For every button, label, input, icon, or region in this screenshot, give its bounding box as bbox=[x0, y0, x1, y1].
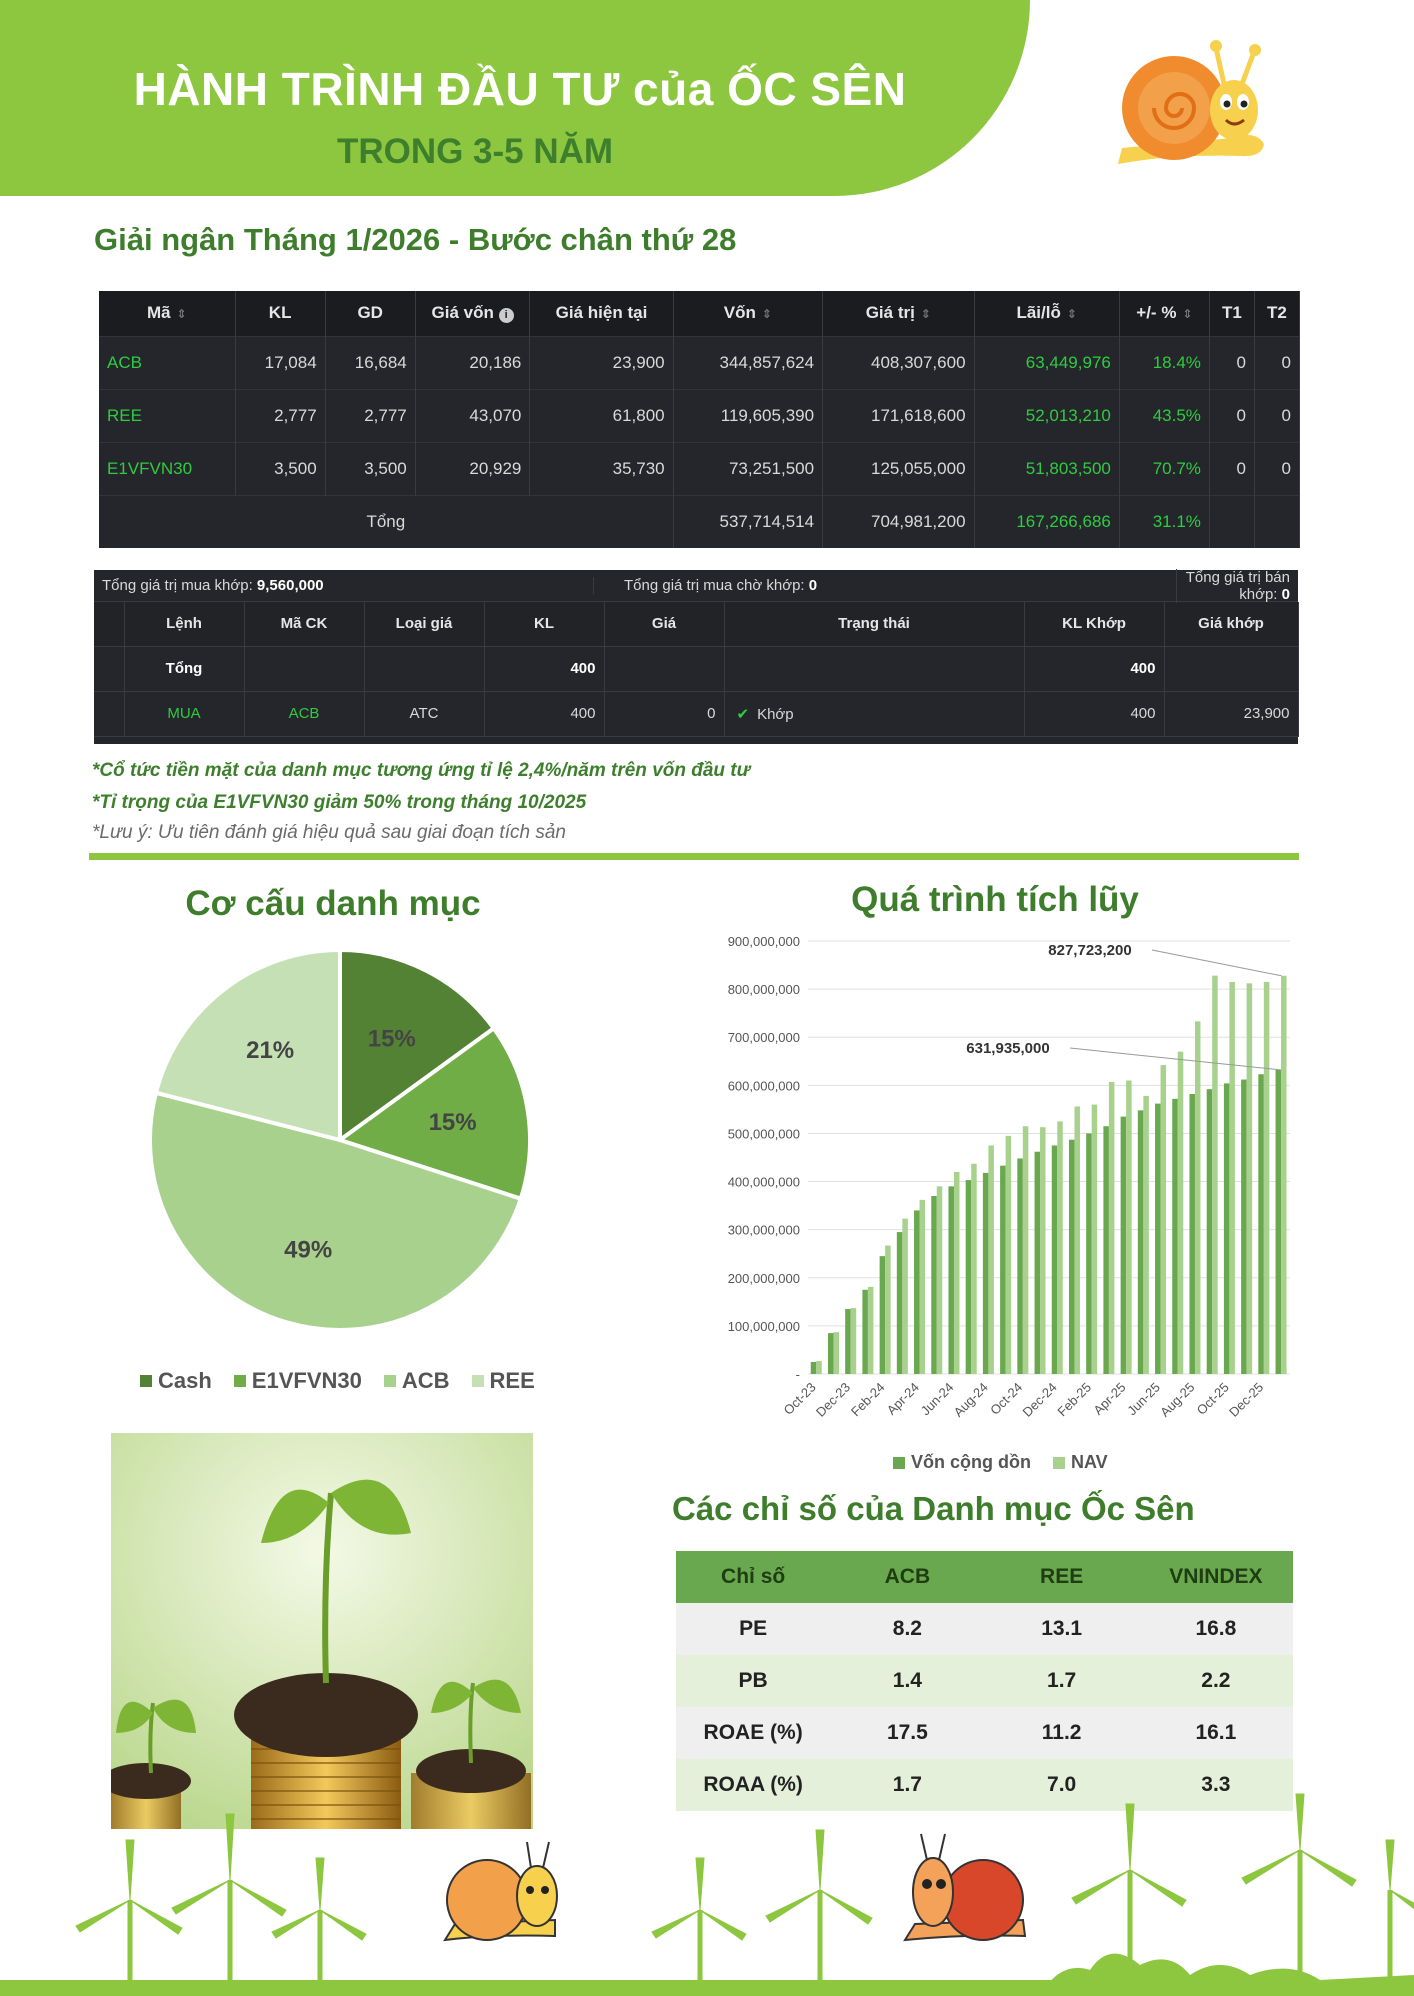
table-row[interactable] bbox=[99, 336, 1300, 389]
bar-von-cong-don bbox=[811, 1362, 817, 1374]
sell-matched-summary bbox=[1176, 569, 1298, 603]
pie-slice-label: 15% bbox=[367, 1025, 416, 1053]
pie-slice-label: 15% bbox=[428, 1109, 477, 1137]
order-table bbox=[94, 602, 1299, 737]
symbol-cell[interactable]: ACB bbox=[99, 336, 235, 389]
lai-lo-cell: 51,803,500 bbox=[974, 442, 1119, 495]
x-tick-label: Dec-24 bbox=[1019, 1379, 1060, 1420]
bar-von-cong-don bbox=[1207, 1089, 1213, 1374]
y-tick-label: 400,000,000 bbox=[727, 1174, 800, 1190]
bar-nav bbox=[1281, 976, 1287, 1374]
col-header-loai-gia: Loại giá bbox=[364, 602, 484, 646]
metric-vnindex: 16.8 bbox=[1139, 1603, 1293, 1655]
bar-nav bbox=[988, 1145, 994, 1374]
bar-nav bbox=[1161, 1065, 1167, 1374]
legend-label: NAV bbox=[1070, 1452, 1108, 1472]
x-tick-label: Oct-25 bbox=[1193, 1379, 1232, 1418]
y-tick-label: 600,000,000 bbox=[727, 1078, 800, 1094]
order-symbol[interactable]: ACB bbox=[244, 691, 364, 736]
snail-mascot-icon bbox=[905, 1834, 1025, 1940]
gia-von-cell: 20,929 bbox=[415, 442, 530, 495]
bar-von-cong-don bbox=[1052, 1145, 1058, 1374]
legend-item bbox=[234, 1368, 362, 1394]
data-label: 827,723,200 bbox=[1048, 942, 1132, 959]
pie-chart-title: Cơ cấu danh mục bbox=[185, 884, 481, 923]
col-header-acb: ACB bbox=[830, 1551, 984, 1603]
sell-matched-label: Tổng giá trị bán khớp: bbox=[1185, 568, 1290, 603]
bar-von-cong-don bbox=[1155, 1104, 1161, 1374]
symbol-cell[interactable]: E1VFVN30 bbox=[99, 442, 235, 495]
legend-label: E1VFVN30 bbox=[251, 1368, 362, 1393]
bar-von-cong-don bbox=[1224, 1083, 1230, 1374]
col-header-lenh: Lệnh bbox=[124, 602, 244, 646]
bar-von-cong-don bbox=[966, 1180, 972, 1374]
pie-slice-label: 21% bbox=[246, 1036, 295, 1064]
x-tick-label: Feb-24 bbox=[847, 1379, 888, 1420]
metric-name: ROAE (%) bbox=[676, 1707, 830, 1759]
col-header-gia-khop: Giá khớp bbox=[1164, 602, 1298, 646]
legend-label: ACB bbox=[401, 1368, 450, 1393]
gia-tri-cell: 171,618,600 bbox=[823, 389, 974, 442]
order-header-row bbox=[94, 602, 1298, 646]
pie-slice-label: 49% bbox=[284, 1236, 333, 1264]
section-divider bbox=[89, 853, 1299, 860]
lai-lo-cell: 63,449,976 bbox=[974, 336, 1119, 389]
bar-nav bbox=[1264, 982, 1270, 1374]
check-circle-icon: ✔ bbox=[736, 705, 750, 723]
col-header-kl: KL bbox=[484, 602, 604, 646]
kl-cell: 17,084 bbox=[235, 336, 325, 389]
sell-matched-value: 0 bbox=[1281, 585, 1290, 603]
sort-icon: ⇕ bbox=[1182, 307, 1193, 322]
col-header-ree: REE bbox=[985, 1551, 1139, 1603]
bar-nav bbox=[1092, 1105, 1098, 1374]
total-label: Tổng bbox=[99, 495, 673, 548]
order-total-kl: 400 bbox=[484, 646, 604, 691]
bar-nav bbox=[1006, 1136, 1012, 1374]
bar-von-cong-don bbox=[1172, 1099, 1178, 1374]
legend-label: REE bbox=[489, 1368, 535, 1393]
order-select-cell bbox=[94, 646, 124, 691]
footer-band bbox=[0, 1980, 1414, 1996]
gia-von-cell: 43,070 bbox=[415, 389, 530, 442]
legend-swatch bbox=[140, 1375, 152, 1387]
y-tick-label: 100,000,000 bbox=[727, 1318, 800, 1334]
x-tick-label: Jun-25 bbox=[1124, 1379, 1164, 1419]
buy-matched-label: Tổng giá trị mua khớp: bbox=[102, 577, 253, 594]
metric-name: ROAA (%) bbox=[676, 1759, 830, 1811]
gia-von-cell: 20,186 bbox=[415, 336, 530, 389]
x-tick-label: Apr-24 bbox=[883, 1379, 923, 1418]
order-summary-bar bbox=[94, 570, 1298, 602]
bar-legend bbox=[893, 1452, 1108, 1473]
t1-cell: 0 bbox=[1209, 336, 1254, 389]
bar-von-cong-don bbox=[983, 1173, 989, 1374]
t1-cell: 0 bbox=[1209, 389, 1254, 442]
metric-vnindex: 16.1 bbox=[1139, 1707, 1293, 1759]
col-header-kl-khop: KL Khớp bbox=[1024, 602, 1164, 646]
x-tick-label: Oct-23 bbox=[780, 1379, 819, 1418]
legend-label: Vốn cộng dồn bbox=[911, 1452, 1031, 1472]
order-select-col bbox=[94, 602, 124, 646]
x-tick-label: Dec-23 bbox=[812, 1379, 854, 1420]
wind-turbine-icon bbox=[272, 1858, 366, 1996]
bar-nav bbox=[851, 1308, 857, 1374]
sort-icon: ⇕ bbox=[176, 307, 187, 322]
pie-chart bbox=[140, 940, 540, 1340]
order-gia-khop: 23,900 bbox=[1164, 691, 1298, 736]
metric-ree: 13.1 bbox=[985, 1603, 1139, 1655]
order-total-row bbox=[94, 646, 1298, 691]
col-header-kl: KL bbox=[235, 291, 325, 336]
metric-name: PB bbox=[676, 1655, 830, 1707]
von-cell: 344,857,624 bbox=[673, 336, 822, 389]
table-row bbox=[676, 1655, 1293, 1707]
order-select-cell bbox=[94, 691, 124, 736]
bar-von-cong-don bbox=[828, 1333, 834, 1374]
order-kl-khop: 400 bbox=[1024, 691, 1164, 736]
y-tick-label: - bbox=[795, 1367, 800, 1382]
col-header-gd: GD bbox=[325, 291, 415, 336]
y-tick-label: 500,000,000 bbox=[727, 1126, 800, 1142]
empty-cell bbox=[1164, 646, 1298, 691]
gd-cell: 3,500 bbox=[325, 442, 415, 495]
total-lai-lo: 167,266,686 bbox=[974, 495, 1119, 548]
t2-cell: 0 bbox=[1254, 389, 1299, 442]
empty-cell bbox=[244, 646, 364, 691]
legend-swatch bbox=[893, 1457, 905, 1469]
bar-nav bbox=[1229, 982, 1235, 1374]
order-kl: 400 bbox=[484, 691, 604, 736]
snail-mascot-icon bbox=[445, 1842, 557, 1940]
buy-matched-summary bbox=[94, 577, 594, 594]
bar-nav bbox=[1143, 1096, 1149, 1374]
x-tick-label: Aug-25 bbox=[1157, 1379, 1198, 1420]
bar-chart-title: Quá trình tích lũy bbox=[851, 880, 1139, 919]
col-header-von[interactable]: Vốn ⇕ bbox=[673, 291, 822, 336]
bar-von-cong-don bbox=[1000, 1166, 1006, 1374]
order-status bbox=[724, 691, 1024, 736]
sort-icon: ⇕ bbox=[1066, 307, 1077, 322]
y-tick-label: 700,000,000 bbox=[727, 1030, 800, 1046]
bar-nav bbox=[971, 1164, 977, 1374]
gia-hien-tai-cell: 23,900 bbox=[530, 336, 673, 389]
kl-cell: 2,777 bbox=[235, 389, 325, 442]
buy-pending-label: Tổng giá trị mua chờ khớp: bbox=[624, 577, 805, 594]
y-tick-label: 900,000,000 bbox=[727, 934, 800, 949]
bar-nav bbox=[1074, 1107, 1080, 1374]
col-header-lai-lo[interactable]: Lãi/lỗ ⇕ bbox=[974, 291, 1119, 336]
portfolio-header-row bbox=[99, 291, 1300, 336]
order-gia: 0 bbox=[604, 691, 724, 736]
col-header-vnindex: VNINDEX bbox=[1139, 1551, 1293, 1603]
col-header-pct[interactable]: +/- % ⇕ bbox=[1119, 291, 1209, 336]
bar-nav bbox=[1212, 976, 1218, 1374]
total-von: 537,714,514 bbox=[673, 495, 822, 548]
wind-turbine-icon bbox=[1386, 1840, 1414, 1996]
table-row[interactable] bbox=[99, 442, 1300, 495]
metric-ree: 11.2 bbox=[985, 1707, 1139, 1759]
col-header-t2: T2 bbox=[1254, 291, 1299, 336]
col-header-gia: Giá bbox=[604, 602, 724, 646]
legend-item bbox=[893, 1452, 1031, 1473]
metric-ree: 1.7 bbox=[985, 1655, 1139, 1707]
kl-cell: 3,500 bbox=[235, 442, 325, 495]
t1-cell: 0 bbox=[1209, 442, 1254, 495]
legend-item bbox=[384, 1368, 450, 1394]
bar-nav bbox=[1247, 983, 1253, 1374]
plant-coins-photo bbox=[111, 1433, 533, 1829]
bar-chart bbox=[690, 925, 1300, 1435]
bar-nav bbox=[954, 1172, 960, 1374]
col-header-gia-hien-tai: Giá hiện tại bbox=[530, 291, 673, 336]
legend-swatch bbox=[1053, 1457, 1065, 1469]
indicators-table bbox=[676, 1551, 1293, 1811]
footer-wind-turbines bbox=[0, 1790, 1414, 1996]
order-status-text: Khớp bbox=[757, 705, 794, 723]
col-header-ma[interactable]: Mã ⇕ bbox=[99, 291, 235, 336]
legend-swatch bbox=[234, 1375, 246, 1387]
sort-icon: ⇕ bbox=[761, 307, 772, 322]
bar-nav bbox=[1023, 1126, 1029, 1374]
legend-item bbox=[1053, 1452, 1108, 1473]
note-weight: *Tỉ trọng của E1VFVN30 giảm 50% trong tháng 10/2025 bbox=[92, 792, 587, 813]
y-tick-label: 200,000,000 bbox=[727, 1270, 800, 1286]
bar-nav bbox=[902, 1219, 908, 1374]
x-tick-label: Dec-25 bbox=[1226, 1379, 1267, 1420]
bar-nav bbox=[1109, 1082, 1115, 1374]
bar-von-cong-don bbox=[1138, 1110, 1144, 1374]
table-row bbox=[676, 1707, 1293, 1759]
bar-von-cong-don bbox=[880, 1256, 886, 1374]
total-row bbox=[99, 495, 1300, 548]
portfolio-table bbox=[99, 291, 1300, 548]
page-title: HÀNH TRÌNH ĐẦU TƯ của ỐC SÊN bbox=[133, 63, 907, 115]
x-tick-label: Feb-25 bbox=[1054, 1379, 1095, 1420]
indicators-header-row bbox=[676, 1551, 1293, 1603]
pct-cell: 18.4% bbox=[1119, 336, 1209, 389]
von-cell: 119,605,390 bbox=[673, 389, 822, 442]
col-header-gia-tri[interactable]: Giá trị ⇕ bbox=[823, 291, 974, 336]
sort-icon: ⇕ bbox=[920, 307, 931, 322]
table-row[interactable] bbox=[99, 389, 1300, 442]
empty-cell bbox=[724, 646, 1024, 691]
wind-turbine-icon bbox=[172, 1814, 286, 1996]
bar-nav bbox=[833, 1332, 839, 1374]
col-header-chi-so: Chỉ số bbox=[676, 1551, 830, 1603]
col-header-trang-thai: Trạng thái bbox=[724, 602, 1024, 646]
empty-cell bbox=[604, 646, 724, 691]
col-header-ma-ck: Mã CK bbox=[244, 602, 364, 646]
bar-von-cong-don bbox=[1086, 1133, 1092, 1374]
bar-von-cong-don bbox=[862, 1290, 868, 1374]
note-dividend: *Cổ tức tiền mặt của danh mục tương ứng tỉ lệ 2,4%/năm trên vốn đầu tư bbox=[92, 760, 751, 781]
bar-von-cong-don bbox=[1241, 1080, 1247, 1374]
indicators-title: Các chỉ số của Danh mục Ốc Sên bbox=[672, 1490, 1195, 1527]
gd-cell: 16,684 bbox=[325, 336, 415, 389]
bar-von-cong-don bbox=[931, 1196, 937, 1374]
metric-acb: 1.4 bbox=[830, 1655, 984, 1707]
total-pct: 31.1% bbox=[1119, 495, 1209, 548]
col-header-gia-von: Giá vốn i bbox=[415, 291, 530, 336]
legend-swatch bbox=[384, 1375, 396, 1387]
pct-cell: 70.7% bbox=[1119, 442, 1209, 495]
bar-nav bbox=[1040, 1127, 1046, 1374]
buy-pending-summary bbox=[594, 577, 1176, 594]
empty-cell bbox=[364, 646, 484, 691]
x-tick-label: Oct-24 bbox=[987, 1379, 1026, 1418]
order-panel bbox=[94, 570, 1298, 744]
bar-nav bbox=[868, 1287, 874, 1374]
buy-pending-value: 0 bbox=[808, 577, 818, 594]
bar-von-cong-don bbox=[1035, 1152, 1041, 1374]
bar-nav bbox=[1126, 1081, 1132, 1374]
info-icon[interactable]: i bbox=[499, 308, 514, 323]
t2-cell: 0 bbox=[1254, 442, 1299, 495]
note-caution: *Lưu ý: Ưu tiên đánh giá hiệu quả sau giai đoạn tích sản bbox=[92, 822, 566, 843]
leader-line bbox=[1152, 950, 1281, 976]
bar-von-cong-don bbox=[845, 1309, 851, 1374]
metric-acb: 17.5 bbox=[830, 1707, 984, 1759]
gia-tri-cell: 125,055,000 bbox=[823, 442, 974, 495]
wind-turbine-icon bbox=[652, 1858, 746, 1996]
symbol-cell[interactable]: REE bbox=[99, 389, 235, 442]
pct-cell: 43.5% bbox=[1119, 389, 1209, 442]
disbursement-title: Giải ngân Tháng 1/2026 - Bước chân thứ 28 bbox=[94, 222, 737, 257]
total-gia-tri: 704,981,200 bbox=[823, 495, 974, 548]
bar-von-cong-don bbox=[1258, 1074, 1264, 1374]
x-tick-label: Jun-24 bbox=[917, 1379, 957, 1419]
bar-nav bbox=[1195, 1021, 1201, 1374]
pie-legend bbox=[140, 1368, 535, 1394]
table-row bbox=[676, 1603, 1293, 1655]
bar-von-cong-don bbox=[897, 1232, 903, 1374]
bar-von-cong-don bbox=[1276, 1070, 1282, 1374]
order-price-type: ATC bbox=[364, 691, 484, 736]
wind-turbine-icon bbox=[1242, 1794, 1356, 1996]
total-t1 bbox=[1209, 495, 1254, 548]
snail-mascot-icon bbox=[1112, 36, 1272, 172]
gia-hien-tai-cell: 61,800 bbox=[530, 389, 673, 442]
gia-hien-tai-cell: 35,730 bbox=[530, 442, 673, 495]
von-cell: 73,251,500 bbox=[673, 442, 822, 495]
legend-label: Cash bbox=[158, 1368, 212, 1393]
order-total-kl-khop: 400 bbox=[1024, 646, 1164, 691]
col-header-t1: T1 bbox=[1209, 291, 1254, 336]
metric-name: PE bbox=[676, 1603, 830, 1655]
metric-acb: 1.7 bbox=[830, 1759, 984, 1811]
bar-nav bbox=[885, 1246, 891, 1374]
bar-nav bbox=[937, 1186, 943, 1374]
order-total-label: Tổng bbox=[124, 646, 244, 691]
lai-lo-cell: 52,013,210 bbox=[974, 389, 1119, 442]
bar-von-cong-don bbox=[948, 1186, 954, 1374]
metric-acb: 8.2 bbox=[830, 1603, 984, 1655]
x-tick-label: Apr-25 bbox=[1090, 1379, 1129, 1418]
wind-turbine-icon bbox=[766, 1830, 872, 1996]
bar-von-cong-don bbox=[1189, 1094, 1195, 1374]
order-row[interactable] bbox=[94, 691, 1298, 736]
legend-item bbox=[472, 1368, 535, 1394]
x-tick-label: Aug-24 bbox=[950, 1379, 991, 1420]
metric-ree: 7.0 bbox=[985, 1759, 1139, 1811]
bar-von-cong-don bbox=[1069, 1140, 1075, 1374]
bar-nav bbox=[816, 1361, 822, 1374]
y-tick-label: 800,000,000 bbox=[727, 982, 800, 998]
total-t2 bbox=[1254, 495, 1299, 548]
bar-von-cong-don bbox=[914, 1210, 920, 1374]
metric-vnindex: 3.3 bbox=[1139, 1759, 1293, 1811]
bar-von-cong-don bbox=[1121, 1117, 1127, 1374]
metric-vnindex: 2.2 bbox=[1139, 1655, 1293, 1707]
y-tick-label: 300,000,000 bbox=[727, 1222, 800, 1238]
legend-swatch bbox=[472, 1375, 484, 1387]
bar-von-cong-don bbox=[1103, 1126, 1109, 1374]
bar-nav bbox=[1057, 1121, 1063, 1374]
data-label: 631,935,000 bbox=[966, 1040, 1050, 1057]
soil bbox=[234, 1673, 418, 1757]
order-side: MUA bbox=[124, 691, 244, 736]
legend-item bbox=[140, 1368, 212, 1394]
wind-turbine-icon bbox=[76, 1840, 182, 1996]
bar-von-cong-don bbox=[1017, 1158, 1023, 1374]
gd-cell: 2,777 bbox=[325, 389, 415, 442]
buy-matched-value: 9,560,000 bbox=[256, 577, 324, 594]
t2-cell: 0 bbox=[1254, 336, 1299, 389]
bar-nav bbox=[920, 1200, 926, 1374]
bar-nav bbox=[1178, 1052, 1184, 1374]
page-subtitle: TRONG 3-5 NĂM bbox=[336, 132, 614, 171]
gia-tri-cell: 408,307,600 bbox=[823, 336, 974, 389]
